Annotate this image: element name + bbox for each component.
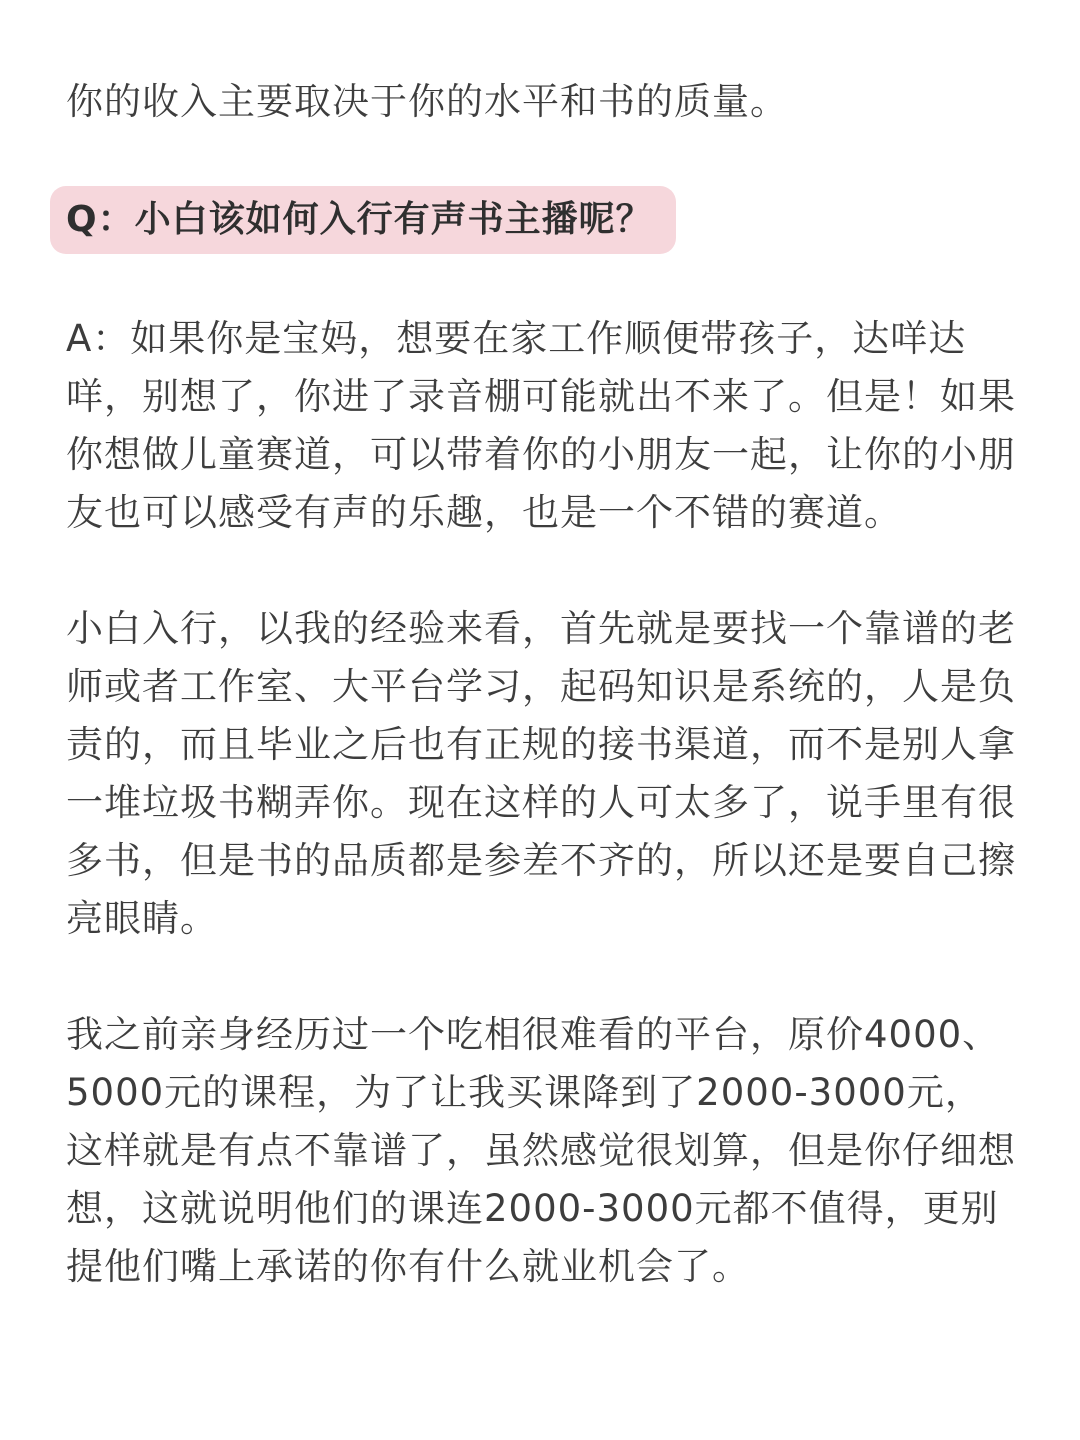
answer-paragraph-1: A：如果你是宝妈，想要在家工作顺便带孩子，达咩达咩，别想了，你进了录音棚可能就出不来了。但是！如果你想做儿童赛道，可以带着你的小朋友一起，让你的小朋友也可以感受有声的乐趣，也是一个不错的赛道。 <box>66 317 1016 534</box>
answer-paragraph-2: 小白入行，以我的经验来看，首先就是要找一个靠谱的老师或者工作室、大平台学习，起码知识是系统的，人是负责的，而且毕业之后也有正规的接书渠道，而不是别人拿一堆垃圾书糊弄你。现在这样的人可太多了，说手里有很多书，但是书的品质都是参差不齐的，所以还是要自己擦亮眼睛。 <box>66 607 1016 940</box>
intro-paragraph: 你的收入主要取决于你的水平和书的质量。 <box>66 80 788 123</box>
answer-paragraph-3: 我之前亲身经历过一个吃相很难看的平台，原价4000、5000元的课程，为了让我买课降到了2000-3000元，这样就是有点不靠谱了，虽然感觉很划算，但是你仔细想想，这就说明他们的课连2000-3000元都不值得，更别提他们嘴上承诺的你有什么就业机会了。 <box>66 1013 1016 1288</box>
question-heading: Q：小白该如何入行有声书主播呢？ <box>66 199 653 240</box>
